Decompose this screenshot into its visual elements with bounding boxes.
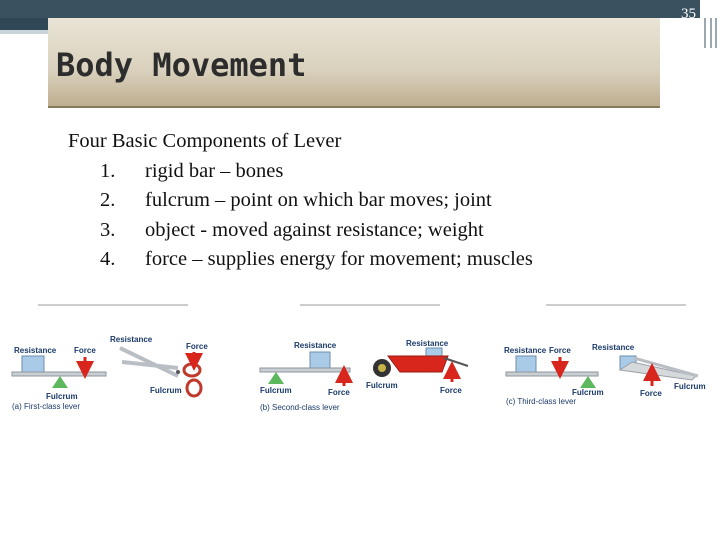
panel-caption: (c) Third-class lever xyxy=(506,397,577,406)
lever-bar xyxy=(12,372,106,376)
list-text: force – supplies energy for movement; muscles xyxy=(145,248,533,270)
component-list xyxy=(68,157,688,275)
list-item xyxy=(68,245,688,275)
panel-second-class xyxy=(260,304,468,412)
page-number: 35 xyxy=(681,6,696,22)
lever-bar xyxy=(260,368,350,372)
top-left-accent xyxy=(0,30,48,34)
label-resistance: Resistance xyxy=(14,346,57,355)
label-resistance: Resistance xyxy=(592,343,635,352)
list-text: fulcrum – point on which bar moves; joint xyxy=(145,189,492,211)
slide-content xyxy=(68,127,688,275)
panel-first-class xyxy=(12,304,208,411)
forearm-icon xyxy=(620,356,698,380)
wheelbarrow-icon xyxy=(373,348,468,377)
label-force: Force xyxy=(328,388,350,397)
corner-decoration xyxy=(700,0,720,48)
list-number: 4. xyxy=(100,248,116,270)
list-number: 1. xyxy=(100,159,116,182)
copyright-line xyxy=(38,304,188,306)
resistance-block xyxy=(516,356,536,372)
label-resistance: Resistance xyxy=(406,339,449,348)
label-fulcrum: Fulcrum xyxy=(260,386,292,395)
top-bar xyxy=(0,0,700,18)
list-item xyxy=(68,216,688,246)
list-number: 3. xyxy=(100,218,116,241)
label-fulcrum: Fulcrum xyxy=(150,386,182,395)
list-item xyxy=(68,186,688,216)
lever-classes-figure xyxy=(8,296,712,420)
list-number: 2. xyxy=(100,189,116,211)
panel-third-class xyxy=(504,304,706,406)
label-resistance: Resistance xyxy=(294,341,337,350)
panel-caption: (a) First-class lever xyxy=(12,402,81,411)
label-fulcrum: Fulcrum xyxy=(572,388,604,397)
panel-caption: (b) Second-class lever xyxy=(260,403,340,412)
fulcrum-triangle xyxy=(580,376,596,388)
slide-title: Body Movement xyxy=(56,46,307,84)
copyright-line xyxy=(300,304,440,306)
copyright-line xyxy=(546,304,686,306)
label-fulcrum: Fulcrum xyxy=(674,382,706,391)
label-force: Force xyxy=(640,389,662,398)
label-force: Force xyxy=(549,346,571,355)
label-force: Force xyxy=(440,386,462,395)
list-text: object - moved against resistance; weight xyxy=(145,218,484,241)
content-heading: Four Basic Components of Lever xyxy=(68,130,342,152)
label-fulcrum: Fulcrum xyxy=(46,392,78,401)
resistance-block xyxy=(310,352,330,368)
label-force: Force xyxy=(186,342,208,351)
list-item xyxy=(68,157,688,187)
fulcrum-triangle xyxy=(268,372,284,384)
list-text: rigid bar – bones xyxy=(145,159,284,182)
label-resistance: Resistance xyxy=(110,335,153,344)
title-band xyxy=(48,18,660,108)
resistance-block xyxy=(22,356,44,372)
lever-bar xyxy=(506,372,598,376)
label-resistance: Resistance xyxy=(504,346,547,355)
label-fulcrum: Fulcrum xyxy=(366,381,398,390)
fulcrum-triangle xyxy=(52,376,68,388)
label-force: Force xyxy=(74,346,96,355)
